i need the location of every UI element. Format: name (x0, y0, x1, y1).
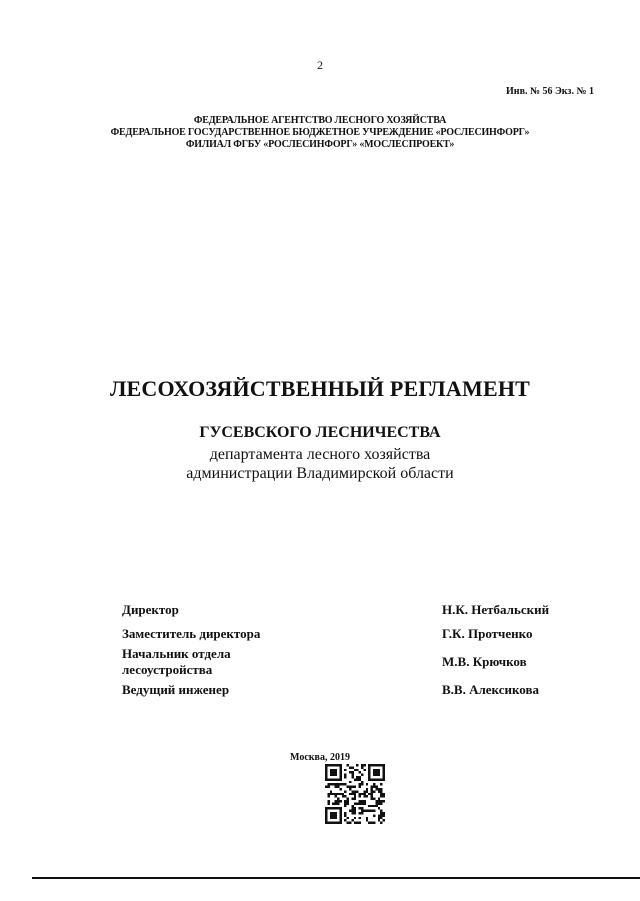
signature-name-director: Н.К. Нетбальский (442, 602, 550, 617)
agency-line: ФИЛИАЛ ФГБУ «РОСЛЕСИНФОРГ» «МОСЛЕСПРОЕКТ» (185, 139, 455, 150)
qr-code (325, 764, 385, 824)
city-year: Москва, 2019 (290, 752, 350, 763)
document-title: ЛЕСОХОЗЯЙСТВЕННЫЙ РЕГЛАМЕНТ (109, 376, 531, 401)
bottom-rule (32, 877, 640, 879)
agency-header (0, 115, 640, 151)
signature-role-head: Начальник отдела лесоустройства (122, 646, 231, 677)
signature-name-head: М.В. Крючков (442, 654, 527, 669)
department-line: департамента лесного хозяйства (209, 446, 431, 463)
signature-name-deputy: Г.К. Протченко (442, 626, 533, 641)
signature-role-engineer: Ведущий инженер (122, 682, 230, 697)
agency-line: ФЕДЕРАЛЬНОЕ АГЕНТСТВО ЛЕСНОГО ХОЗЯЙСТВА (193, 115, 447, 126)
forestry-name: ГУСЕВСКОГО ЛЕСНИЧЕСТВА (199, 424, 441, 441)
agency-line: ФЕДЕРАЛЬНОЕ ГОСУДАРСТВЕННОЕ БЮДЖЕТНОЕ УЧРЕЖДЕНИЕ «РОСЛЕСИНФОРГ» (110, 127, 530, 138)
signature-name-engineer: В.В. Алексикова (442, 682, 539, 697)
signature-role-director: Директор (122, 602, 179, 617)
administration-line: администрации Владимирской области (186, 465, 454, 482)
page-number: 2 (317, 58, 323, 72)
signature-role-deputy: Заместитель директора (122, 626, 261, 641)
inventory-number: Инв. № 56 Экз. № 1 (506, 86, 594, 97)
